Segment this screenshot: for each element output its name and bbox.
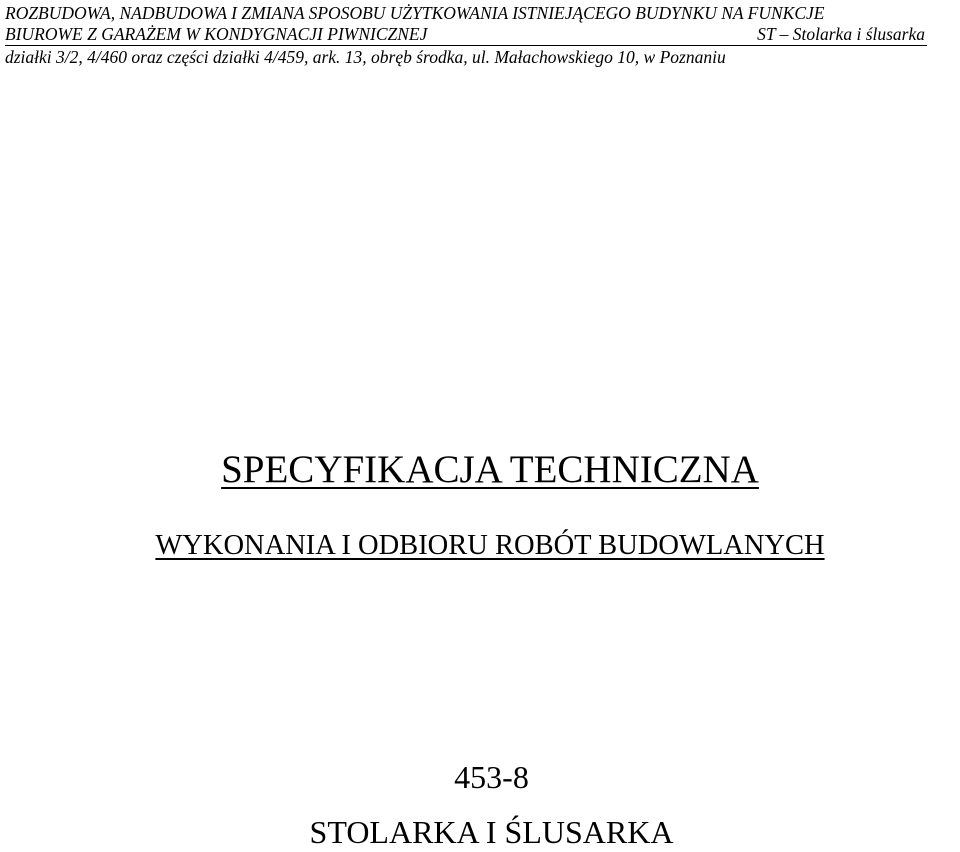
- specification-section-title: STOLARKA I ŚLUSARKA: [309, 814, 674, 850]
- header-project-line-2-left: BIUROWE Z GARAŻEM W KONDYGNACJI PIWNICZNEJ: [5, 24, 428, 44]
- header-section-label: ST – Stolarka i ślusarka: [757, 24, 925, 44]
- header-project-line-1: ROZBUDOWA, NADBUDOWA I ZMIANA SPOSOBU UŻYTKOWANIA ISTNIEJĄCEGO BUDYNKU NA FUNKCJE: [5, 3, 825, 23]
- specification-code: 453-8: [454, 759, 529, 795]
- header-project-line-2: [5, 24, 927, 46]
- document-subtitle: WYKONANIA I ODBIORU ROBÓT BUDOWLANYCH: [155, 530, 825, 561]
- document-title: SPECYFIKACJA TECHNICZNA: [221, 448, 759, 491]
- page-header: [5, 3, 927, 68]
- header-location-line: działki 3/2, 4/460 oraz części działki 4/459, ark. 13, obręb środka, ul. Małachowskiego 10, w Poznaniu: [5, 47, 726, 67]
